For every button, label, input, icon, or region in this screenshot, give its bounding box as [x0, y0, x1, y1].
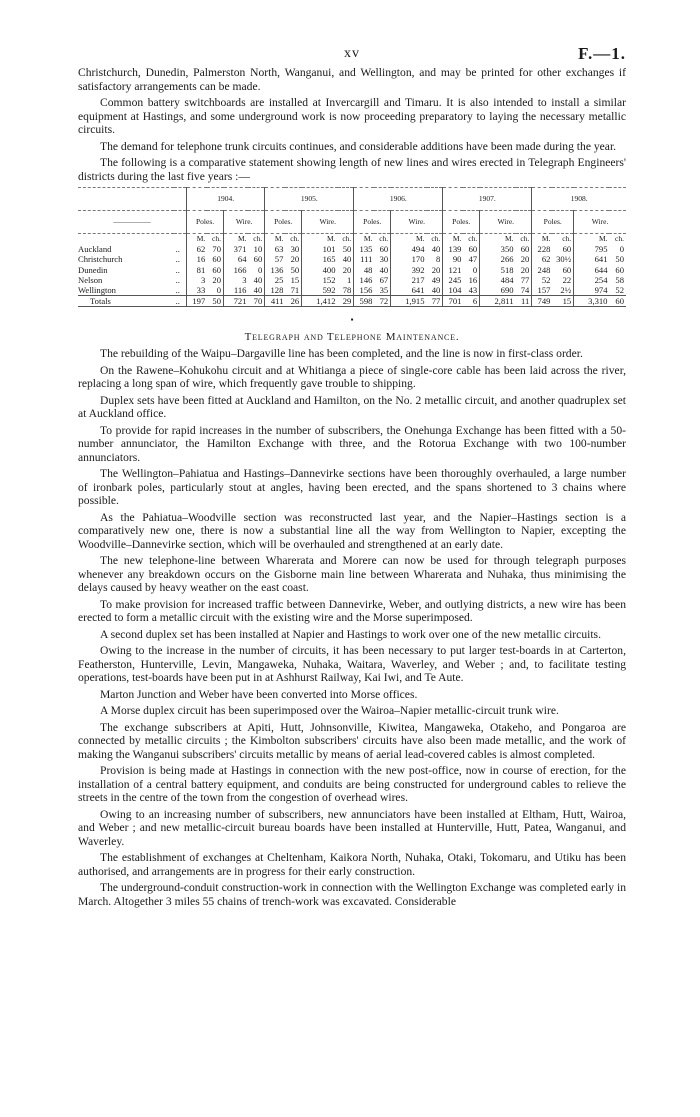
cell-miles: 62: [532, 254, 553, 264]
cell-chains: 60: [253, 254, 263, 265]
cell-chains: 40: [253, 285, 263, 296]
totals-label: Totals: [78, 296, 174, 307]
body-text: [78, 347, 626, 908]
units-row: [78, 234, 626, 245]
unit-chains: ch.: [520, 234, 530, 243]
leader-dots: ..: [175, 254, 180, 265]
cell-miles: 592: [302, 285, 338, 296]
total-chains: 11: [516, 296, 532, 307]
cell-miles: 111: [354, 254, 375, 264]
unit-miles: M.: [391, 234, 427, 245]
cell-chains: 20: [342, 264, 352, 275]
cell-miles: 33: [187, 285, 208, 296]
cell-chains: 40: [379, 264, 389, 275]
poles-header: Poles.: [265, 211, 302, 234]
total-miles: 701: [443, 296, 464, 307]
paragraph: To provide for rapid increases in the number of subscribers, the Onehunga Exchange has been fitted with a 50-number annunciator, the Hamilton Exchange with three, and the Rotorua Exchange with two 100-number annunciators.: [78, 423, 626, 464]
cell-chains: 10: [253, 244, 263, 255]
cell-chains: 60: [615, 264, 624, 275]
cell-chains: 30: [290, 244, 300, 255]
cell-miles: 16: [187, 254, 208, 264]
cell-miles: 518: [480, 265, 516, 275]
leader-dots: ..: [175, 244, 180, 255]
cell-miles: 139: [443, 244, 464, 254]
cell-miles: 116: [224, 285, 249, 296]
cell-miles: 3: [224, 275, 249, 285]
paragraph: The exchange subscribers at Apiti, Hutt, Johnsonville, Kiwitea, Mangaweka, Otakeho, and Pongaroa are connected by metallic circuits ; the Kimbolton subscribers' circuits have also been made metallic, and the work of making the Wanganui subscribers' circuits metallic by means of aerial lead-covered cables is almost completed.: [78, 720, 626, 761]
cell-miles: 156: [354, 285, 375, 296]
cell-chains: 20: [431, 264, 441, 275]
total-chains: 26: [285, 296, 301, 307]
paragraph: Marton Junction and Weber have been converted into Morse offices.: [100, 687, 418, 701]
cell-miles: 152: [302, 275, 338, 285]
leader-dots: ..: [174, 296, 187, 307]
cell-chains: 1: [346, 274, 352, 285]
cell-chains: 20: [290, 254, 300, 265]
total-chains: 6: [463, 296, 479, 307]
leader-dots: ..: [175, 285, 180, 296]
total-miles: 2,811: [480, 296, 516, 307]
cell-miles: 228: [532, 244, 553, 254]
cell-chains: 50: [615, 254, 624, 265]
district-name: Wellington: [78, 285, 116, 296]
paragraph: The demand for telephone trunk circuits continues, and considerable additions have been made during the year.: [100, 139, 617, 153]
cell-miles: 25: [265, 275, 286, 285]
cell-miles: 165: [302, 254, 338, 264]
total-chains: 29: [338, 296, 354, 307]
district-name: Christchurch: [78, 254, 123, 265]
table-row: [78, 254, 626, 264]
cell-chains: 15: [290, 274, 300, 285]
total-chains: 50: [207, 296, 223, 307]
table-row: [78, 285, 626, 296]
cell-miles: 245: [443, 275, 464, 285]
paragraph: The Wellington–Pahiatua and Hastings–Dannevirke sections have been thoroughly overhauled, a large number of ironbark poles, particularly stout at angles, having been erected, and the spans shortened to 3 chains where possible.: [78, 467, 626, 508]
unit-miles: M.: [480, 234, 516, 245]
cell-chains: 40: [431, 285, 441, 296]
section-heading: Telegraph and Telephone Maintenance.: [244, 331, 460, 344]
unit-miles: M.: [354, 234, 375, 245]
cell-miles: 166: [224, 265, 249, 275]
total-chains: 70: [248, 296, 264, 307]
paragraph: The underground-conduit construction-work in connection with the Wellington Exchange was completed early in March. Altogether 3 miles 55 chains of trench-work was excavated. Considerable: [78, 881, 626, 908]
district-name: Dunedin: [78, 264, 108, 275]
cell-chains: 20: [520, 254, 530, 265]
cell-miles: 62: [187, 244, 208, 254]
cell-chains: 60: [520, 244, 530, 255]
cell-miles: 400: [302, 265, 338, 275]
document-reference: F.—1.: [578, 44, 626, 63]
statistics-table-wrapper: [78, 187, 626, 307]
cell-chains: 60: [468, 244, 478, 255]
unit-miles: M.: [187, 234, 208, 245]
year-header-row: [78, 188, 626, 211]
paragraph: The rebuilding of the Waipu–Dargaville line has been completed, and the line is now in first-class order.: [100, 347, 583, 361]
cell-chains: 2½: [560, 285, 572, 296]
cell-chains: 60: [212, 254, 222, 265]
paragraph: Owing to the increase in the number of circuits, it has been necessary to put larger test-boards in at Carterton, Featherston, Hunterville, Levin, Mangaweka, Nuhaka, Waitara, Waverley, and Weber ; and, to facilitate testing operations, test-boards have been put in at Ashhurst Railway, Kai Iwi, and Te Aute.: [78, 644, 626, 685]
cell-miles: 494: [391, 244, 427, 254]
cell-chains: 20: [212, 274, 222, 285]
total-miles: 598: [354, 296, 375, 307]
cell-miles: 690: [480, 285, 516, 296]
wire-header: Wire.: [391, 211, 443, 234]
lines-and-wires-table: [78, 187, 626, 307]
poles-header: Poles.: [187, 211, 224, 234]
unit-miles: M.: [443, 234, 464, 245]
cell-chains: 52: [615, 285, 624, 296]
cell-miles: 350: [480, 244, 516, 254]
wire-header: Wire.: [574, 211, 626, 234]
total-miles: 3,310: [574, 296, 610, 307]
table-row: [78, 244, 626, 254]
cell-chains: 0: [472, 264, 478, 275]
cell-chains: 50: [342, 244, 352, 255]
cell-miles: 63: [265, 244, 286, 254]
total-miles: 721: [224, 296, 249, 307]
cell-miles: 392: [391, 265, 427, 275]
cell-chains: 0: [216, 285, 222, 296]
unit-chains: ch.: [615, 234, 624, 243]
year-header: 1906.: [354, 188, 443, 211]
paragraph: The new telephone-line between Wharerata and Morere can now be used for through telegraph purposes whenever any breakdown occurs on the Gisborne main line between Wharerata and Nuhaka, thus minimising the delays caused by heavy weather on the east coast.: [78, 554, 626, 595]
cell-miles: 795: [574, 244, 610, 254]
total-chains: 60: [609, 296, 626, 307]
unit-miles: M.: [224, 234, 249, 245]
paragraph: The establishment of exchanges at Cheltenham, Kaikora North, Nuhaka, Otaki, Tokomaru, and Utiku has been authorised, and arrangements are in progress for their early construction.: [78, 851, 626, 878]
cell-miles: 170: [391, 254, 427, 264]
cell-miles: 3: [187, 275, 208, 285]
unit-chains: ch.: [431, 234, 441, 243]
cell-chains: 49: [431, 274, 441, 285]
cell-miles: 248: [532, 265, 553, 275]
paragraph: Owing to an increasing number of subscribers, new annunciators have been installed at Eltham, Hutt, Wairoa, and Weber ; and new metallic-circuit bureau boards have been installed at Hunterville, Hutt, Patea, Wanganui, and Waverley.: [78, 807, 626, 848]
year-header: 1905.: [265, 188, 354, 211]
total-chains: 15: [552, 296, 573, 307]
unit-miles: M.: [574, 234, 610, 245]
wire-header: Wire.: [224, 211, 265, 234]
cell-miles: 90: [443, 254, 464, 264]
total-miles: 197: [187, 296, 208, 307]
paragraph: As the Pahiatua–Woodville section was reconstructed last year, and the Napier–Hastings section is a comparatively new one, there is now a substantial line all the way from Wellington to Napier, excepting the Woodville–Dannevirke section, which will be overhauled and strengthened at an early date.: [78, 510, 626, 551]
cell-chains: 16: [468, 274, 478, 285]
cell-miles: 371: [224, 244, 249, 254]
cell-chains: 50: [290, 264, 300, 275]
cell-miles: 64: [224, 254, 249, 264]
cell-miles: 484: [480, 275, 516, 285]
district-name: Nelson: [78, 274, 103, 285]
cell-miles: 641: [391, 285, 427, 296]
total-miles: 411: [265, 296, 286, 307]
cell-miles: 266: [480, 254, 516, 264]
cell-chains: 60: [212, 264, 222, 275]
cell-chains: 8: [436, 254, 441, 265]
units-spacer: [78, 234, 187, 245]
cell-chains: 40: [431, 244, 441, 255]
page-header: [78, 44, 626, 66]
district-name: Auckland: [78, 244, 112, 255]
paragraph: On the Rawene–Kohukohu circuit and at Whitianga a piece of single-core cable has been laid across the river, replacing a long span of wire, which frequently gave trouble to shipping.: [78, 363, 626, 391]
wire-header: Wire.: [480, 211, 532, 234]
cell-miles: 101: [302, 244, 338, 254]
wire-header: Wire.: [302, 211, 354, 234]
cell-chains: 60: [562, 244, 572, 255]
cell-miles: 104: [443, 285, 464, 296]
paragraph: Common battery switchboards are installed at Invercargill and Timaru. It is also intended to install a similar equipment at Hastings, and some underground work is now proceeding preparatory to laying the necessary metallic circuits.: [78, 96, 626, 136]
paragraph: Provision is being made at Hastings in connection with the new post-office, now in course of erection, for the installation of a central battery equipment, and conduits are being constructed for underground cables to relieve the streets in the centre of the town from the congestion of overhead wires.: [78, 764, 626, 805]
cell-chains: 40: [342, 254, 352, 265]
cell-chains: 47: [468, 254, 478, 265]
cell-chains: 67: [379, 274, 389, 285]
cell-miles: 57: [265, 254, 286, 264]
district-header-rule: —————: [78, 211, 187, 234]
table-row: [78, 275, 626, 285]
poles-header: Poles.: [443, 211, 480, 234]
cell-miles: 48: [354, 265, 375, 275]
cell-chains: 60: [379, 244, 389, 255]
cell-chains: 74: [520, 285, 530, 296]
total-chains: 77: [427, 296, 443, 307]
subheader-row: [78, 211, 626, 234]
unit-chains: ch.: [468, 234, 478, 243]
paragraph: Duplex sets have been fitted at Auckland and Hamilton, on the No. 2 metallic circuit, and another quadruplex set at Auckland office.: [78, 393, 626, 421]
paragraph: A second duplex set has been installed at Napier and Hastings to work over one of the new metallic circuits.: [100, 627, 601, 641]
cell-miles: 128: [265, 285, 286, 296]
unit-chains: ch.: [212, 234, 222, 243]
cell-chains: 78: [342, 285, 352, 296]
cell-miles: 641: [574, 254, 610, 264]
total-miles: 1,412: [302, 296, 338, 307]
paragraph: To make provision for increased traffic between Dannevirke, Weber, and outlying districts, a new wire has been erected to form a metallic circuit with the existing wire and the Morse superimposed.: [78, 597, 626, 625]
leader-dots: ..: [175, 264, 180, 275]
cell-miles: 146: [354, 275, 375, 285]
cell-chains: 35: [379, 285, 389, 296]
cell-chains: 58: [615, 274, 624, 285]
year-header: 1904.: [187, 188, 265, 211]
table-row: [78, 265, 626, 275]
paragraph: A Morse duplex circuit has been superimposed over the Wairoa–Napier metallic-circuit trunk wire.: [100, 704, 559, 718]
cell-chains: 30: [379, 254, 389, 265]
year-header: 1908.: [532, 188, 626, 211]
year-header: 1907.: [443, 188, 532, 211]
unit-chains: ch.: [379, 234, 389, 243]
cell-chains: 43: [468, 285, 478, 296]
cell-chains: 22: [562, 274, 572, 285]
cell-miles: 157: [532, 285, 553, 296]
unit-miles: M.: [532, 234, 553, 245]
poles-header: Poles.: [354, 211, 391, 234]
total-miles: 749: [532, 296, 553, 307]
cell-miles: 974: [574, 285, 610, 296]
separator-dot: ▪: [350, 315, 354, 325]
cell-miles: 217: [391, 275, 427, 285]
cell-chains: 20: [520, 264, 530, 275]
document-page: [78, 44, 626, 908]
cell-miles: 644: [574, 265, 610, 275]
total-miles: 1,915: [391, 296, 427, 307]
cell-miles: 121: [443, 265, 464, 275]
cell-chains: 77: [520, 274, 530, 285]
unit-chains: ch.: [253, 234, 263, 243]
cell-miles: 52: [532, 275, 553, 285]
poles-header: Poles.: [532, 211, 574, 234]
unit-chains: ch.: [342, 234, 352, 243]
cell-miles: 81: [187, 265, 208, 275]
cell-chains: 71: [290, 285, 300, 296]
cell-chains: 0: [257, 264, 263, 275]
unit-chains: ch.: [562, 234, 572, 243]
paragraph: The following is a comparative statement showing length of new lines and wires erected in Telegraph Engineers' districts during the last five years :—: [78, 156, 626, 183]
cell-chains: 0: [619, 244, 624, 255]
leader-dots: ..: [175, 274, 180, 285]
paragraph: Christchurch, Dunedin, Palmerston North, Wanganui, and Wellington, and may be printed for other exchanges if satisfactory arrangements can be made.: [78, 66, 626, 93]
cell-chains: 40: [253, 274, 263, 285]
cell-chains: 60: [562, 264, 572, 275]
cell-chains: 70: [212, 244, 222, 255]
unit-miles: M.: [302, 234, 338, 245]
totals-row: [78, 296, 626, 307]
page-number: xv: [344, 46, 360, 61]
total-chains: 72: [374, 296, 390, 307]
cell-chains: 30½: [556, 254, 572, 265]
cell-miles: 135: [354, 244, 375, 254]
cell-miles: 136: [265, 265, 286, 275]
unit-chains: ch.: [290, 234, 300, 243]
cell-miles: 254: [574, 275, 610, 285]
unit-miles: M.: [265, 234, 286, 245]
